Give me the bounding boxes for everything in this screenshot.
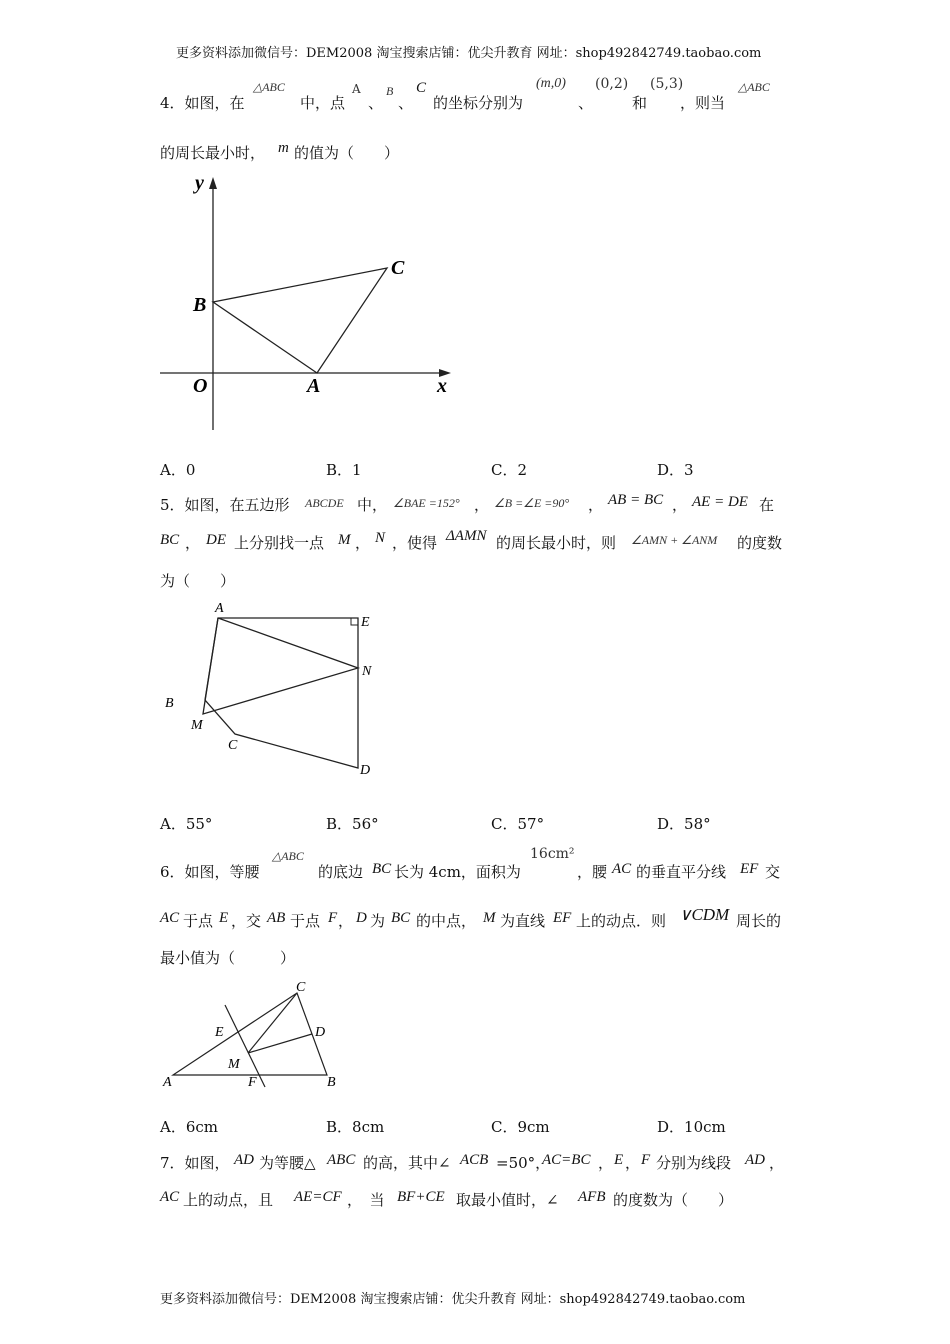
q6-ac: AC [612,861,632,877]
q7-text: 的度数为（ ） [613,1191,734,1209]
label-b: B [193,294,207,316]
q5-number: 5．如图，在五边形 [160,496,290,514]
q6-text: ， [338,912,354,930]
q4-point-b: B [386,84,394,98]
q5-text: 为（ ） [160,572,236,590]
y-axis-arrow-icon [209,177,217,189]
q4-sep: 、 [398,94,414,112]
q4-number: 4．如图，在 [160,94,245,112]
q5-option-c[interactable]: C．57° [491,815,545,833]
q4-triangle: △ABC [253,80,285,94]
q4-text: 的周长最小时， [160,144,266,162]
q4-sep: 、 [368,94,384,112]
q4-coord-a: (m,0) [536,76,566,91]
q6-option-a[interactable]: A．6cm [160,1118,219,1136]
q6-option-d[interactable]: D．10cm [657,1118,726,1136]
q5-option-b[interactable]: B．56° [326,815,379,833]
q4-text: 和 [632,94,648,112]
q7-ae-cf: AE=CF [294,1189,342,1205]
label-y: y [195,172,204,194]
q6-text: 为直线 [500,912,546,930]
label-b: B [165,696,174,711]
q6-text: 上的动点．则 [576,912,667,930]
q5-option-d[interactable]: D．58° [657,815,711,833]
label-m: M [228,1057,240,1072]
q6-e: E [219,910,229,926]
q5-n: N [375,530,386,546]
q5-text: ， [588,496,604,514]
q7-text: ， [769,1154,785,1172]
q6-figure [155,975,355,1095]
q6-text: 于点 [290,912,321,930]
label-a: A [307,375,321,397]
q7-abc: ABC [327,1152,356,1168]
q5-text: 中， [357,496,388,514]
label-o: O [193,375,208,397]
q6-ef: EF [740,861,759,877]
label-c: C [391,257,405,279]
q6-text: 的中点， [416,912,477,930]
q5-angle-sum: ∠AMN + ∠ANM [631,533,718,547]
q7-text: 为等腰△ [259,1154,316,1172]
q7-bf-ce: BF+CE [397,1189,445,1205]
q7-ac: AC [160,1189,180,1205]
triangle-abc [173,993,327,1075]
q4-text: 中，点 [300,94,346,112]
q6-bc: BC [372,861,392,877]
q7-ac-bc: AC=BC [542,1152,591,1168]
q6-triangle: △ABC [272,849,304,863]
q6-text: 为 [370,912,386,930]
q6-text: 的底边 [318,863,364,881]
q5-option-a[interactable]: A．55° [160,815,213,833]
q4-coord-c: (5,3) [650,76,684,92]
q7-text: =50°， [496,1154,551,1172]
q4-option-d[interactable]: D．3 [657,461,694,479]
q7-text: ， [625,1154,641,1172]
right-angle-mark [351,618,358,625]
q6-number: 6．如图，等腰 [160,863,260,881]
q6-ab: AB [267,910,286,926]
triangle-abc [213,268,387,373]
q4-text: ，则当 [680,94,726,112]
q6-text: 长为 4cm，面积为 [394,863,521,881]
label-a: A [215,601,224,616]
q4-figure [155,165,475,440]
q6-m: M [483,910,496,926]
q6-triangle-cdm: ∨CDM [679,905,730,924]
q4-point-c: C [416,80,427,96]
label-a: A [163,1075,172,1090]
q4-text: 的坐标分别为 [433,94,524,112]
q6-option-c[interactable]: C．9cm [491,1118,550,1136]
q7-text: 的高，其中∠ [363,1154,451,1172]
label-n: N [362,664,372,679]
q6-bc: BC [391,910,411,926]
label-c: C [228,738,238,753]
q7-number: 7．如图， [160,1154,230,1172]
q5-bc: BC [160,532,180,548]
q5-figure [155,595,395,790]
label-b: B [327,1075,336,1090]
q4-option-c[interactable]: C．2 [491,461,528,479]
q4-option-b[interactable]: B．1 [326,461,362,479]
q7-ad: AD [234,1152,254,1168]
label-c: C [296,980,306,995]
q6-d: D [356,910,367,926]
q4-triangle: △ABC [738,80,770,94]
q5-de: DE [206,532,226,548]
q6-text: ，腰 [577,863,608,881]
q5-triangle-amn: ΔAMN [446,528,487,544]
q4-point-a: A [352,82,361,96]
q5-text: ， [474,496,490,514]
q5-text: ， [672,496,688,514]
page-header: 更多资料添加微信号：DEM2008 淘宝搜索店铺：优尖升教育 网址：shop492842749.taobao.com [176,46,762,61]
q6-text: 周长的 [736,912,782,930]
segment-dm [248,1034,312,1053]
q5-text: ，使得 [392,534,438,552]
q6-text: 于点 [183,912,214,930]
q5-text: ， [185,534,201,552]
label-m: M [191,718,203,733]
q6-ef: EF [553,910,572,926]
label-d: D [360,763,371,778]
q5-text: 上分别找一点 [234,534,325,552]
q6-text: ，交 [231,912,262,930]
q7-e: E [614,1152,624,1168]
q7-text: ， [598,1154,614,1172]
q4-sep: 、 [578,94,594,112]
q7-ad: AD [745,1152,765,1168]
page-footer: 更多资料添加微信号：DEM2008 淘宝搜索店铺：优尖升教育 网址：shop492842749.taobao.com [160,1292,746,1307]
label-x: x [437,375,447,397]
q4-option-a[interactable]: A．0 [160,461,196,479]
q7-angle-acb: ACB [460,1152,489,1168]
q6-ac: AC [160,910,180,926]
label-e: E [361,615,370,630]
segment-cm [248,993,297,1053]
q5-text: 在 [759,496,775,514]
q5-angle-b-e: ∠B =∠E =90° [494,496,570,510]
q7-text: 取最小值时，∠ [456,1191,559,1209]
q5-ae-de: AE = DE [692,494,748,510]
q5-text: 的周长最小时，则 [496,534,617,552]
q7-text: 上的动点，且 [183,1191,274,1209]
q4-var-m: m [278,140,289,156]
label-d: D [315,1025,326,1040]
label-e: E [215,1025,224,1040]
q4-text: 的值为（ ） [294,144,400,162]
q6-area: 16cm² [530,846,575,862]
q5-m: M [338,532,351,548]
q5-pentagon: ABCDE [305,496,344,510]
q5-text: 的度数 [737,534,783,552]
q7-text: ， 当 [347,1191,385,1209]
q7-text: 分别为线段 [656,1154,732,1172]
q6-text: 交 [765,863,781,881]
q5-text: ， [355,534,371,552]
q5-angle-bae: ∠BAE =152° [393,496,460,510]
label-f: F [248,1075,257,1090]
q7-angle-afb: AFB [578,1189,606,1205]
q5-ab-bc: AB = BC [608,492,664,508]
q4-coord-b: (0,2) [595,76,629,92]
triangle-amn [203,618,358,714]
q6-text: 最小值为（ ） [160,949,296,967]
q6-f: F [328,910,338,926]
q6-text: 的垂直平分线 [636,863,727,881]
q7-f: F [641,1152,651,1168]
q6-option-b[interactable]: B．8cm [326,1118,385,1136]
